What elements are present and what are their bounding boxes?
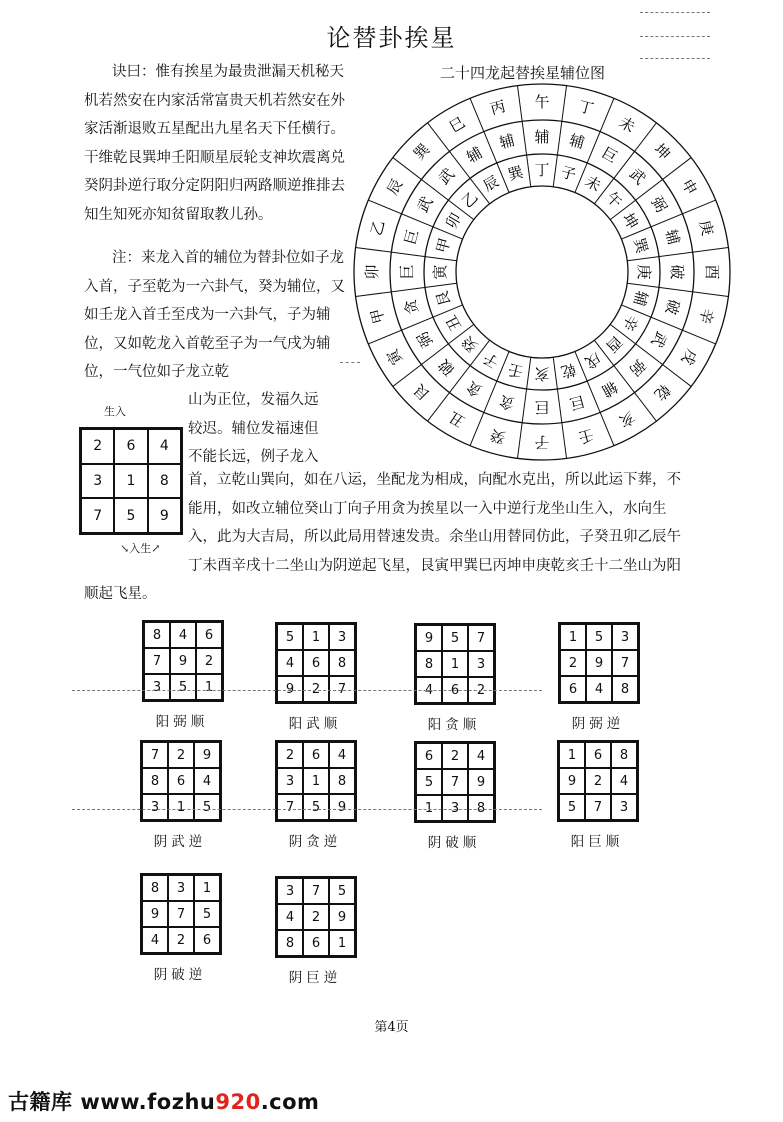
wheel-middle-label: 巨 — [534, 398, 550, 416]
wheel-outer-label: 坤 — [650, 140, 674, 164]
grid-cell: 2 — [468, 677, 494, 703]
grid-cell: 7 — [168, 901, 194, 927]
grid-label: 阳贪顺 — [427, 717, 481, 733]
grid-cell: 4 — [611, 768, 637, 794]
wheel-inner-label: 丁 — [534, 161, 550, 179]
grid-cell: 8 — [329, 768, 355, 794]
wheel-inner-label: 寅 — [431, 264, 449, 280]
example-flying-star-grid — [79, 427, 183, 535]
wheel-inner-label: 卯 — [442, 209, 466, 233]
scan-line — [640, 36, 710, 37]
annotation-line: 较迟。辅位发福速但 — [188, 420, 319, 437]
arrow-icon: ↘ — [120, 542, 130, 555]
grid-cell: 8 — [144, 622, 170, 648]
annotation-paragraph: 注：来龙入首的辅位为替卦位如子龙入首，子至乾为一六卦气，癸为辅位，又如壬龙入首壬至戌为一六卦气，子为辅位，又如乾龙入首乾至子为一气戌为辅位，一气位如子龙立乾 — [84, 250, 345, 380]
wheel-middle-label: 武 — [647, 328, 671, 351]
wheel-inner-label: 未 — [581, 172, 605, 196]
grid-cell: 8 — [468, 795, 494, 821]
wheel-outer-label: 申 — [677, 175, 701, 199]
grid-cell: 5 — [586, 624, 612, 650]
site-url — [80, 1090, 319, 1114]
wheel-outer-label: 乾 — [650, 380, 674, 404]
arrow-icon: ↗ — [151, 542, 161, 555]
grid-cell: 5 — [114, 498, 147, 533]
wheel-inner-label: 戌 — [581, 348, 605, 372]
grid-cell: 1 — [303, 624, 329, 650]
url-part: 920 — [215, 1090, 261, 1114]
grid-cell: 1 — [416, 795, 442, 821]
site-name: 古籍库 — [8, 1090, 73, 1114]
grid-cell: 2 — [168, 742, 194, 768]
grid-cell: 8 — [416, 651, 442, 677]
grid-cell: 5 — [559, 794, 585, 820]
grid-cell: 5 — [442, 625, 468, 651]
wheel-middle-label: 辅 — [661, 227, 684, 247]
wheel-middle-label: 巨 — [400, 227, 423, 247]
wheel-middle-label: 辅 — [598, 377, 621, 401]
sheng-ru-label: 生入 — [104, 405, 126, 418]
wheel-outer-label: 艮 — [410, 380, 434, 404]
grid-cell: 3 — [168, 875, 194, 901]
grid-cell: 6 — [416, 743, 442, 769]
grid-cell: 1 — [194, 875, 220, 901]
grid-cell: 1 — [168, 794, 194, 820]
grid-label: 阴巨逆 — [288, 970, 342, 986]
wheel-outer-label: 乙 — [367, 218, 389, 238]
wheel-inner-label: 辅 — [629, 288, 652, 308]
wheel-inner-label: 辛 — [618, 311, 642, 335]
grid-cell: 5 — [194, 794, 220, 820]
wheel-middle-label: 辅 — [463, 143, 486, 167]
grid-cell: 7 — [277, 794, 303, 820]
grid-cell: 7 — [144, 648, 170, 674]
wheel-inner-label: 艮 — [432, 288, 455, 308]
annotation-continued — [188, 466, 681, 580]
annotation-line: 不能长远，例子龙入 — [188, 449, 319, 465]
grid-cell: 4 — [277, 904, 303, 930]
grid-label: 阳巨顺 — [570, 834, 624, 850]
wheel-outer-label: 丁 — [576, 97, 596, 119]
wheel-outer-label: 子 — [534, 433, 550, 451]
grid-cell: 7 — [303, 878, 329, 904]
grid-cell: 2 — [303, 904, 329, 930]
grid-cell: 2 — [168, 927, 194, 953]
wheel-inner-label: 乙 — [458, 188, 482, 212]
grid-cell: 1 — [442, 651, 468, 677]
annotation-line: 入，此为大吉局，所以此局用替速发贵。余坐山用替同仿此，子癸丑卯乙辰午 — [188, 529, 681, 545]
grid-cell: 3 — [144, 674, 170, 700]
wheel-outer-label: 酉 — [703, 264, 721, 280]
flying-star-grid — [558, 622, 640, 704]
grid-cell: 6 — [585, 742, 611, 768]
grid-cell: 1 — [559, 742, 585, 768]
grid-cell: 8 — [142, 875, 168, 901]
wheel-outer-label: 午 — [534, 93, 550, 111]
url-part: fozhu — [147, 1090, 216, 1114]
wheel-middle-label: 武 — [413, 193, 437, 216]
site-watermark — [8, 1086, 319, 1116]
wheel-inner-label: 巽 — [629, 236, 652, 256]
grid-cell: 6 — [303, 930, 329, 956]
wheel-inner-label: 甲 — [432, 236, 455, 256]
wheel-inner-label: 子 — [479, 348, 503, 372]
grid-cell: 2 — [585, 768, 611, 794]
grid-cell: 2 — [560, 650, 586, 676]
grid-cell: 3 — [611, 794, 637, 820]
flying-star-grid — [557, 740, 639, 822]
annotation-right-lines — [188, 386, 358, 472]
grid-cell: 5 — [303, 794, 329, 820]
grid-label: 阴弼逆 — [571, 716, 625, 732]
scan-line — [72, 809, 542, 810]
grid-label: 阳武顺 — [288, 716, 342, 732]
url-part: www. — [80, 1090, 148, 1114]
grid-cell: 9 — [416, 625, 442, 651]
grid-cell: 2 — [196, 648, 222, 674]
grid-cell: 2 — [81, 429, 114, 464]
grid-label: 阴破逆 — [153, 967, 207, 983]
grid-cell: 3 — [81, 464, 114, 499]
grid-label: 阴贪逆 — [288, 834, 342, 850]
grid-cell: 3 — [442, 795, 468, 821]
flying-star-grid — [414, 623, 496, 705]
annotation-line: 丁未酉辛戌十二坐山为阴逆起飞星，艮寅甲巽巳丙坤申庚乾亥壬十二坐山为阳 — [188, 557, 681, 574]
wheel-middle-label: 贪 — [400, 297, 423, 317]
wheel-outer-label: 壬 — [576, 425, 596, 447]
grid-cell: 8 — [142, 768, 168, 794]
wheel-outer-label: 甲 — [367, 306, 389, 326]
grid-cell: 7 — [468, 625, 494, 651]
grid-cell: 5 — [329, 878, 355, 904]
grid-cell: 1 — [329, 930, 355, 956]
grid-cell: 8 — [277, 930, 303, 956]
wheel-outer-label: 辛 — [695, 306, 717, 326]
grid-cell: 3 — [277, 768, 303, 794]
grid-cell: 3 — [329, 624, 355, 650]
twenty-four-dragons-wheel — [352, 82, 732, 462]
grid-cell: 8 — [148, 464, 181, 499]
url-part: .com — [260, 1090, 320, 1114]
grid-cell: 9 — [277, 676, 303, 702]
diagram-title: 二十四龙起替挨星辅位图 — [440, 64, 606, 82]
grid-cell: 1 — [114, 464, 147, 499]
wheel-outer-label: 丙 — [488, 97, 508, 119]
wheel-middle-label: 武 — [625, 164, 650, 189]
ru-sheng-label — [120, 540, 160, 556]
grid-cell: 3 — [468, 651, 494, 677]
wheel-middle-label: 弼 — [625, 355, 650, 380]
wheel-inner-label: 子 — [558, 162, 578, 185]
grid-cell: 1 — [303, 768, 329, 794]
grid-cell: 5 — [194, 901, 220, 927]
grid-cell: 5 — [170, 674, 196, 700]
grid-cell: 9 — [559, 768, 585, 794]
grid-cell: 8 — [612, 676, 638, 702]
scan-line — [640, 58, 710, 59]
page-number: 第4页 — [374, 1020, 409, 1035]
wheel-middle-label: 武 — [434, 164, 459, 189]
wheel-middle-label: 贪 — [463, 377, 486, 401]
flying-star-grid — [275, 622, 357, 704]
grid-cell: 3 — [277, 878, 303, 904]
wheel-inner-label: 午 — [602, 188, 626, 212]
wheel-outer-label: 亥 — [615, 407, 639, 431]
grid-cell: 4 — [329, 742, 355, 768]
grid-label: 阳弼顺 — [155, 714, 209, 730]
wheel-outer-label: 巳 — [445, 113, 469, 137]
grid-cell: 9 — [170, 648, 196, 674]
wheel-inner-label: 庚 — [635, 264, 653, 280]
grid-cell: 4 — [142, 927, 168, 953]
grid-cell: 7 — [81, 498, 114, 533]
verse-paragraph: 诀曰：惟有挨星为最贵泄漏天机秘天机若然安在内家活常富贵天机若然安在外家活渐退败五星配出九星名天下任横行。干维乾艮巽坤壬阳顺星辰轮支神坎震离兑癸阴卦逆行取分定阴阳归两路顺逆推排去知生知死亦知贫留取教儿孙。 — [84, 64, 345, 223]
wheel-outer-label: 辰 — [383, 175, 407, 199]
grid-cell: 4 — [148, 429, 181, 464]
wheel-outer-label: 寅 — [383, 345, 407, 369]
grid-cell: 9 — [142, 901, 168, 927]
grid-cell: 3 — [612, 624, 638, 650]
wheel-middle-label: 破 — [434, 355, 459, 380]
grid-cell: 8 — [611, 742, 637, 768]
wheel-middle-label: 巨 — [567, 391, 587, 414]
grid-cell: 9 — [329, 794, 355, 820]
grid-cell: 3 — [142, 794, 168, 820]
annotation-line: 首，立乾山巽向，如在八运，坐配龙为相成，向配水克出，所以此运下葬，不 — [188, 472, 681, 488]
grid-cell: 9 — [148, 498, 181, 533]
grid-cell: 6 — [442, 677, 468, 703]
wheel-outer-label: 丑 — [445, 407, 469, 431]
grid-cell: 5 — [277, 624, 303, 650]
grid-cell: 9 — [586, 650, 612, 676]
wheel-inner-label: 坤 — [618, 209, 642, 233]
wheel-outer-label: 未 — [615, 113, 639, 137]
wheel-inner-label: 酉 — [602, 332, 626, 356]
wheel-outer-label: 卯 — [363, 264, 381, 280]
ru-sheng-text: 入生 — [129, 542, 152, 555]
wheel-outer-label: 庚 — [695, 218, 717, 238]
grid-cell: 7 — [612, 650, 638, 676]
wheel-inner-label: 巽 — [506, 162, 526, 185]
grid-cell: 6 — [303, 742, 329, 768]
grid-cell: 9 — [329, 904, 355, 930]
wheel-outer-label: 癸 — [488, 425, 508, 447]
grid-label: 阴武逆 — [153, 834, 207, 850]
grid-cell: 9 — [194, 742, 220, 768]
grid-cell: 4 — [194, 768, 220, 794]
grid-label: 阴破顺 — [427, 835, 481, 851]
grid-cell: 6 — [114, 429, 147, 464]
grid-cell: 7 — [585, 794, 611, 820]
grid-cell: 6 — [303, 650, 329, 676]
annotation-line: 能用，如改立辅位癸山丁向子用贪为挨星以一入中逆行龙坐山生入，水向生 — [188, 500, 667, 517]
wheel-inner-label: 辰 — [479, 172, 503, 196]
wheel-middle-label: 弼 — [413, 328, 437, 351]
flying-star-grid — [140, 873, 222, 955]
wheel-middle-label: 弼 — [647, 193, 671, 216]
wheel-middle-label: 贪 — [497, 391, 517, 414]
grid-cell: 4 — [586, 676, 612, 702]
wheel-middle-label: 巨 — [598, 143, 621, 167]
wheel-inner-label: 癸 — [458, 332, 482, 356]
grid-cell: 6 — [196, 622, 222, 648]
wheel-middle-label: 辅 — [497, 130, 517, 153]
annotation-line: 顺起飞星。 — [84, 586, 157, 602]
wheel-inner-label: 亥 — [534, 365, 550, 383]
wheel-middle-label: 巨 — [398, 264, 416, 280]
scan-line — [640, 12, 710, 13]
grid-cell: 2 — [277, 742, 303, 768]
page-title: 论替卦挨星 — [326, 24, 457, 52]
wheel-middle-label: 辅 — [567, 130, 587, 153]
wheel-outer-label: 巽 — [410, 140, 434, 164]
wheel-inner-label: 乾 — [558, 359, 578, 382]
grid-cell: 1 — [560, 624, 586, 650]
grid-cell: 7 — [329, 676, 355, 702]
wheel-middle-label: 辅 — [534, 128, 550, 146]
grid-cell: 7 — [442, 769, 468, 795]
grid-cell: 5 — [416, 769, 442, 795]
wheel-inner-label: 丑 — [442, 311, 466, 335]
wheel-middle-label: 破 — [661, 297, 684, 317]
grid-cell: 9 — [468, 769, 494, 795]
wheel-inner-label: 壬 — [506, 359, 526, 382]
grid-cell: 2 — [303, 676, 329, 702]
scan-line — [340, 362, 360, 363]
flying-star-grid — [275, 876, 357, 958]
wheel-outer-label: 戌 — [677, 345, 701, 369]
grid-cell: 8 — [329, 650, 355, 676]
wheel-middle-label: 破 — [668, 264, 686, 280]
grid-cell: 4 — [170, 622, 196, 648]
grid-cell: 6 — [168, 768, 194, 794]
grid-cell: 6 — [560, 676, 586, 702]
annotation-line: 山为正位，发福久远 — [188, 392, 319, 408]
grid-cell: 7 — [142, 742, 168, 768]
grid-cell: 4 — [468, 743, 494, 769]
flying-star-grid — [414, 741, 496, 823]
grid-cell: 4 — [277, 650, 303, 676]
grid-cell: 2 — [442, 743, 468, 769]
grid-cell: 4 — [416, 677, 442, 703]
scan-line — [72, 690, 542, 691]
grid-cell: 1 — [196, 674, 222, 700]
grid-cell: 6 — [194, 927, 220, 953]
